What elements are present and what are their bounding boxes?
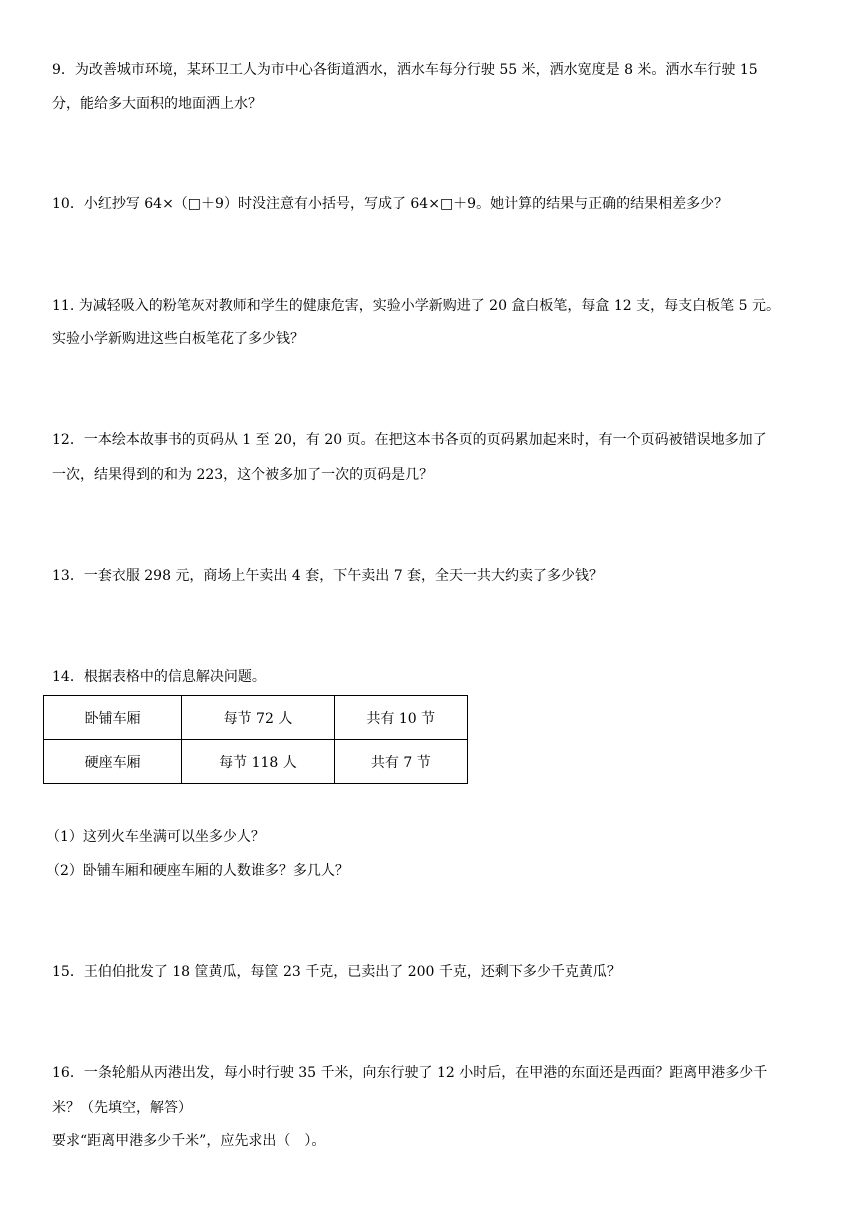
question-16-line-1: 16．一条轮船从丙港出发，每小时行驶 35 千米，向东行驶了 12 小时后，在甲港的东面还是西面？距离甲港多少千 (52, 1065, 768, 1081)
table-row (44, 740, 468, 784)
table-cell: 每节 72 人 (182, 696, 334, 740)
table-cell: 共有 10 节 (334, 696, 467, 740)
question-13-line-1: 13．一套衣服 298 元，商场上午卖出 4 套，下午卖出 7 套，全天一共大约卖了多少钱？ (52, 568, 604, 584)
question-11-line-2: 实验小学新购进这些白板笔花了多少钱？ (52, 331, 304, 347)
question-15-line-1: 15．王伯伯批发了 18 筐黄瓜，每筐 23 千克，已卖出了 200 千克，还剩下多少千克黄瓜？ (52, 964, 621, 980)
question-12-line-1: 12．一本绘本故事书的页码从 1 至 20，有 20 页。在把这本书各页的页码累加起来时，有一个页码被错误地多加了 (52, 432, 767, 448)
table-cell: 共有 7 节 (334, 740, 467, 784)
question-9-line-1: 9．为改善城市环境，某环卫工人为市中心各街道洒水，洒水车每分行驶 55 米，洒水宽度是 8 米。洒水车行驶 15 (52, 62, 758, 78)
table-cell: 每节 118 人 (182, 740, 334, 784)
table-cell: 卧铺车厢 (44, 696, 182, 740)
question-10-line-1: 10．小红抄写 64×（□＋9）时没注意有小括号，写成了 64×□＋9。她计算的结果与正确的结果相差多少？ (52, 196, 729, 212)
table-row (44, 696, 468, 740)
question-12-line-2: 一次，结果得到的和为 223，这个被多加了一次的页码是几？ (52, 467, 434, 483)
question-9-line-2: 分，能给多大面积的地面洒上水？ (52, 96, 262, 112)
question-11-line-1: 11. 为减轻吸入的粉笔灰对教师和学生的健康危害，实验小学新购进了 20 盒白板笔，每盒 12 支，每支白板笔 5 元。 (52, 298, 780, 314)
question-16-line-2: 米？（先填空，解答） (52, 1100, 192, 1116)
question-16-line-3: 要求“距离甲港多少千米”，应先求出（ ）。 (52, 1133, 326, 1149)
question-14-line-1: 14．根据表格中的信息解决问题。 (52, 669, 266, 685)
question-14-sub-1: （1）这列火车坐满可以坐多少人？ (46, 829, 265, 845)
question-14-sub-2: （2）卧铺车厢和硬座车厢的人数谁多？多几人？ (46, 863, 349, 879)
table-cell: 硬座车厢 (44, 740, 182, 784)
train-info-table (43, 695, 468, 784)
